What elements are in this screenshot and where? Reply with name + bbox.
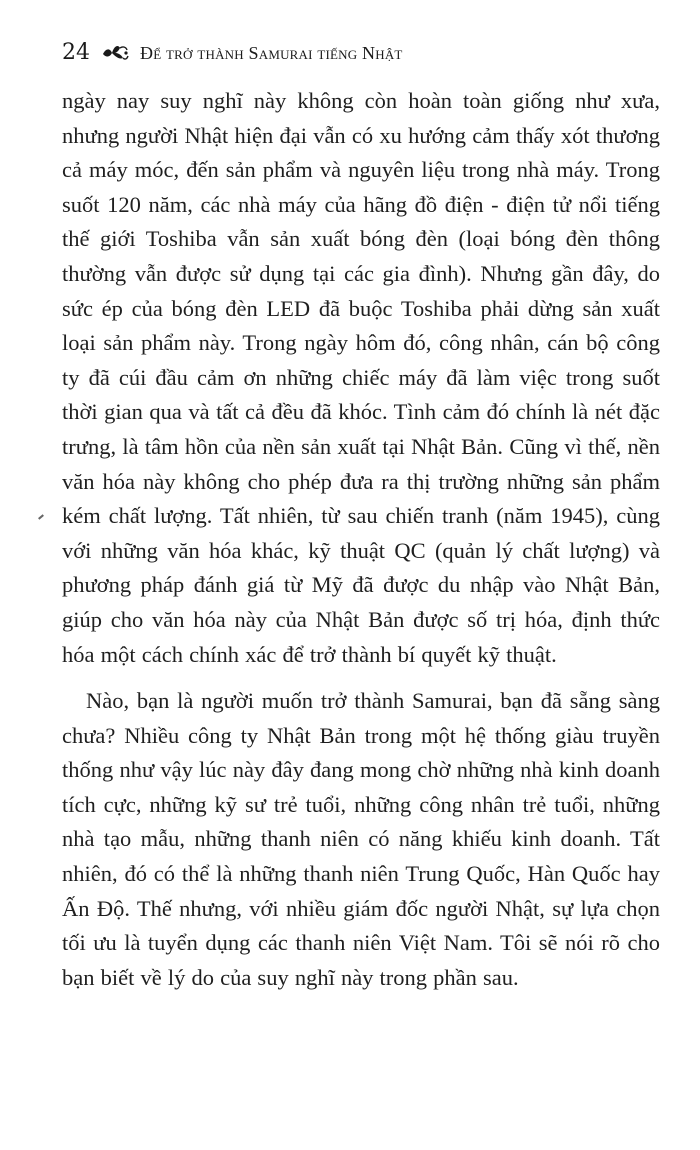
margin-mark [38,514,44,519]
paragraph-2: Nào, bạn là người muốn trở thành Samurai, bạn đã sẵng sàng chưa? Nhiều công ty Nhật Bản trong một hệ thống giàu truyền thống như vậy lúc này đây đang mong chờ những nhà kinh doanh tích cực, những kỹ sư trẻ tuổi, những công nhân trẻ tuổi, những nhà tạo mẫu, những thanh niên có năng khiếu kinh doanh. Tất nhiên, đó có thể là những thanh niên Trung Quốc, Hàn Quốc hay Ấn Độ. Thế nhưng, với nhiều giám đốc người Nhật, sự lựa chọn tối ưu là tuyển dụng các thanh niên Việt Nam. Tôi sẽ nói rõ cho bạn biết về lý do của suy nghĩ này trong phần sau. [62,688,660,990]
body-text [62,84,660,995]
running-header [62,36,640,70]
book-title: Để trở thành Samurai tiếng Nhật [140,42,403,63]
floral-ornament-icon [100,42,130,64]
paragraph-1: ngày nay suy nghĩ này không còn hoàn toàn giống như xưa, nhưng người Nhật hiện đại vẫn có xu hướng cảm thấy xót thương cả máy móc, đến sản phẩm và nguyên liệu trong nhà máy. Trong suốt 120 năm, các nhà máy của hãng đồ điện - điện tử nổi tiếng thế giới Toshiba vẫn sản xuất bóng đèn (loại bóng đèn thông thường vẫn được sử dụng tại các gia đình). Nhưng gần đây, do sức ép của bóng đèn LED đã buộc Toshiba phải dừng sản xuất loại sản phẩm này. Trong ngày hôm đó, công nhân, cán bộ công ty đã cúi đầu cảm ơn những chiếc máy đã làm việc trong suốt thời gian qua và tất cả đều đã khóc. Tình cảm đó chính là nét đặc trưng, là tâm hồn của nền sản xuất tại Nhật Bản. Cũng vì thế, nền văn hóa này không cho phép đưa ra thị trường những sản phẩm kém chất lượng. Tất nhiên, từ sau chiến tranh (năm 1945), cùng với những văn hóa khác, kỹ thuật QC (quản lý chất lượng) và phương pháp đánh giá từ Mỹ đã được du nhập vào Nhật Bản, giúp cho văn hóa này của Nhật Bản được số trị hóa, định thức hóa một cách chính xác để trở thành bí quyết kỹ thuật. [62,88,660,667]
page-number: 24 [62,40,90,65]
